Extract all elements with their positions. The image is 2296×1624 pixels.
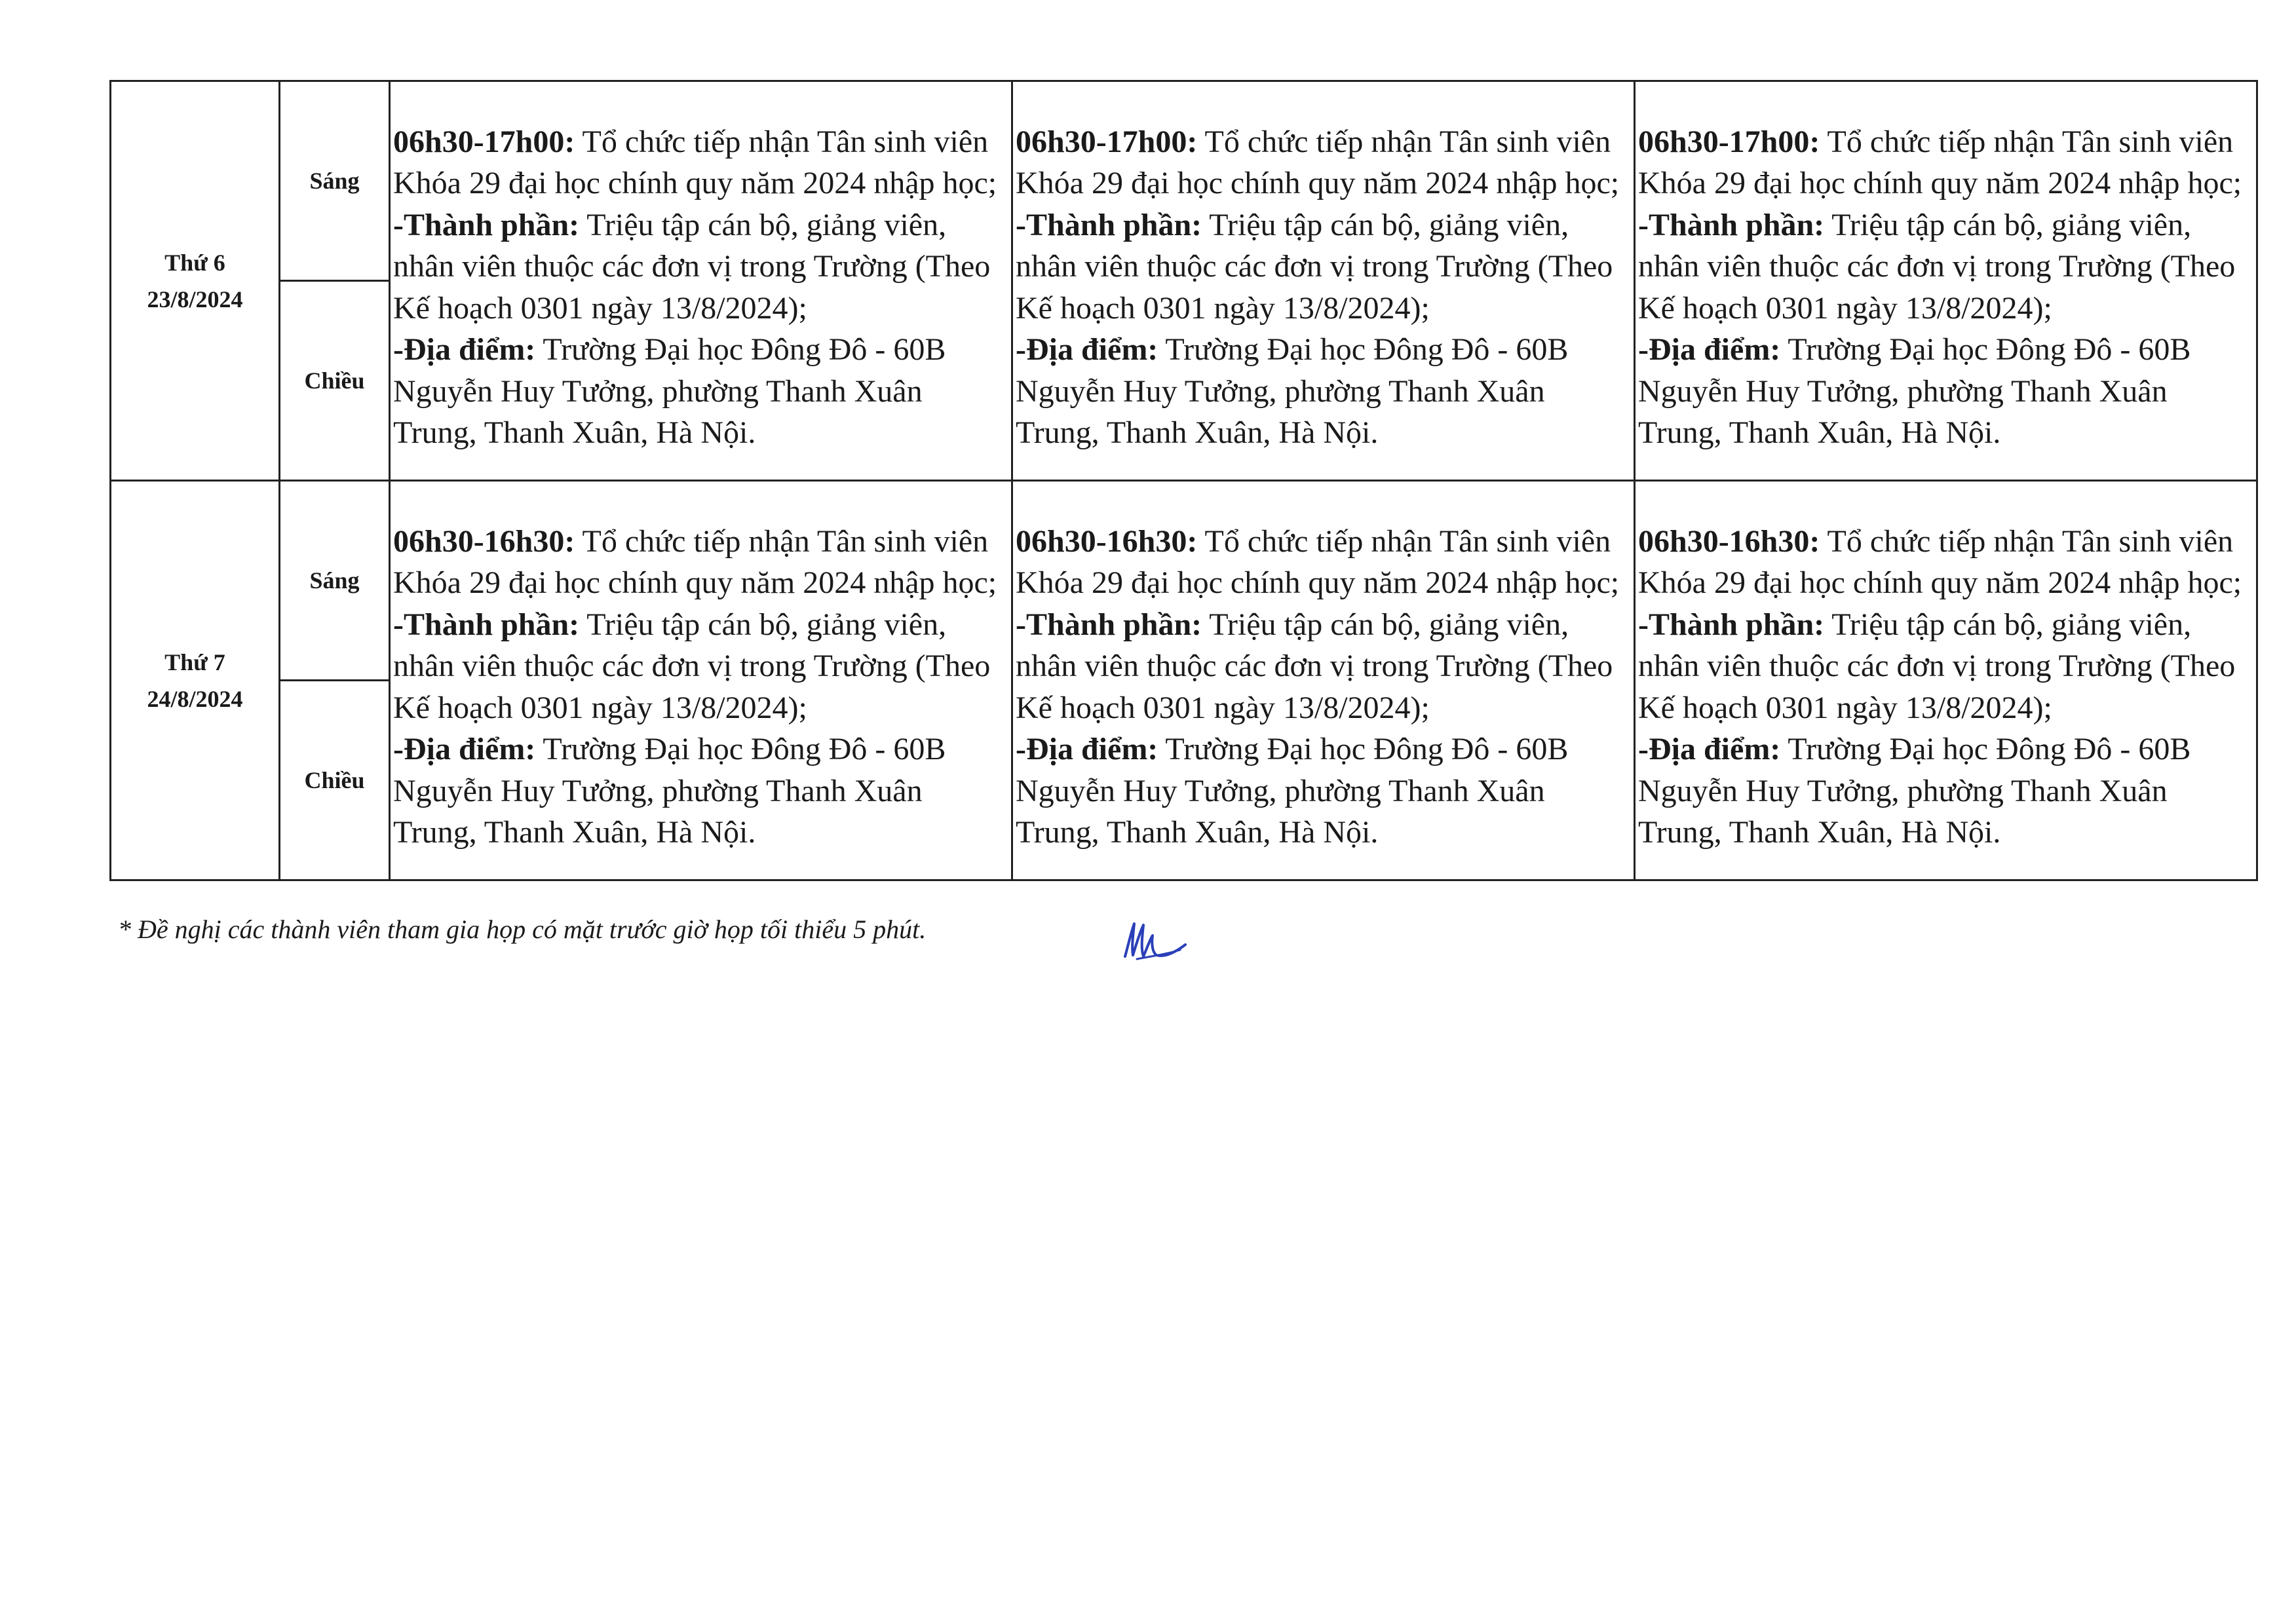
schedule-table — [109, 80, 2258, 881]
entry-event: Tổ chức tiếp nhận Tân sinh viên Khóa 29 đại học chính quy năm 2024 nhập học; — [1016, 523, 1620, 600]
entry-event: Tổ chức tiếp nhận Tân sinh viên Khóa 29 đại học chính quy năm 2024 nhập học; — [393, 523, 997, 600]
participants-label: -Thành phần: — [1016, 207, 1202, 242]
location-label: -Địa điểm: — [393, 332, 536, 367]
day-cell — [111, 81, 280, 481]
entry-time: 06h30-17h00: — [393, 124, 575, 159]
entry-time: 06h30-16h30: — [393, 523, 575, 559]
session-afternoon: Chiều — [280, 681, 390, 880]
participants-label: -Thành phần: — [1016, 607, 1202, 642]
schedule-entry — [1635, 481, 2257, 880]
entry-event: Tổ chức tiếp nhận Tân sinh viên Khóa 29 đại học chính quy năm 2024 nhập học; — [1638, 523, 2242, 600]
signature-initials — [1117, 916, 1189, 968]
location-label: -Địa điểm: — [1638, 332, 1781, 367]
day-date: 24/8/2024 — [147, 685, 243, 712]
table-row — [111, 81, 2257, 281]
participants-label: -Thành phần: — [1638, 207, 1825, 242]
entry-event: Tổ chức tiếp nhận Tân sinh viên Khóa 29 đại học chính quy năm 2024 nhập học; — [1016, 124, 1620, 200]
location-label: -Địa điểm: — [393, 732, 536, 766]
session-morning: Sáng — [280, 81, 390, 281]
participants-text: Triệu tập cán bộ, giảng viên, nhân viên thuộc các đơn vị trong Trường (Theo Kế hoạch 0301 ngày 13/8/2024); — [1016, 207, 1613, 326]
schedule-entry — [1012, 81, 1635, 481]
footer-note: * Đề nghị các thành viên tham gia họp có mặt trước giờ họp tối thiểu 5 phút. — [118, 915, 927, 944]
location-text: Trường Đại học Đông Đô - 60B Nguyễn Huy Tưởng, phường Thanh Xuân Trung, Thanh Xuân, Hà Nội. — [1016, 332, 1569, 450]
participants-label: -Thành phần: — [1638, 607, 1825, 642]
location-text: Trường Đại học Đông Đô - 60B Nguyễn Huy Tưởng, phường Thanh Xuân Trung, Thanh Xuân, Hà Nội. — [1638, 332, 2191, 450]
table-row — [111, 481, 2257, 681]
entry-time: 06h30-17h00: — [1638, 124, 1820, 159]
schedule-entry — [390, 481, 1012, 880]
participants-text: Triệu tập cán bộ, giảng viên, nhân viên thuộc các đơn vị trong Trường (Theo Kế hoạch 0301 ngày 13/8/2024); — [1638, 607, 2236, 725]
schedule-entry — [1635, 81, 2257, 481]
session-morning: Sáng — [280, 481, 390, 681]
location-label: -Địa điểm: — [1016, 732, 1158, 766]
schedule-entry — [390, 81, 1012, 481]
participants-text: Triệu tập cán bộ, giảng viên, nhân viên thuộc các đơn vị trong Trường (Theo Kế hoạch 0301 ngày 13/8/2024); — [393, 607, 991, 725]
location-text: Trường Đại học Đông Đô - 60B Nguyễn Huy Tưởng, phường Thanh Xuân Trung, Thanh Xuân, Hà Nội. — [393, 332, 946, 450]
day-name: Thứ 6 — [164, 249, 225, 276]
day-name: Thứ 7 — [164, 649, 225, 675]
schedule-entry — [1012, 481, 1635, 880]
participants-text: Triệu tập cán bộ, giảng viên, nhân viên thuộc các đơn vị trong Trường (Theo Kế hoạch 0301 ngày 13/8/2024); — [1016, 607, 1613, 725]
participants-label: -Thành phần: — [393, 207, 580, 242]
day-cell — [111, 481, 280, 880]
participants-text: Triệu tập cán bộ, giảng viên, nhân viên thuộc các đơn vị trong Trường (Theo Kế hoạch 0301 ngày 13/8/2024); — [1638, 207, 2236, 326]
entry-time: 06h30-17h00: — [1016, 124, 1198, 159]
entry-event: Tổ chức tiếp nhận Tân sinh viên Khóa 29 đại học chính quy năm 2024 nhập học; — [393, 124, 997, 200]
location-text: Trường Đại học Đông Đô - 60B Nguyễn Huy Tưởng, phường Thanh Xuân Trung, Thanh Xuân, Hà Nội. — [1016, 732, 1569, 850]
participants-label: -Thành phần: — [393, 607, 580, 642]
entry-time: 06h30-16h30: — [1638, 523, 1820, 559]
entry-time: 06h30-16h30: — [1016, 523, 1198, 559]
entry-event: Tổ chức tiếp nhận Tân sinh viên Khóa 29 đại học chính quy năm 2024 nhập học; — [1638, 124, 2242, 200]
participants-text: Triệu tập cán bộ, giảng viên, nhân viên thuộc các đơn vị trong Trường (Theo Kế hoạch 0301 ngày 13/8/2024); — [393, 207, 991, 326]
location-label: -Địa điểm: — [1638, 732, 1781, 766]
session-afternoon: Chiều — [280, 281, 390, 481]
location-label: -Địa điểm: — [1016, 332, 1158, 367]
day-date: 23/8/2024 — [147, 286, 243, 312]
location-text: Trường Đại học Đông Đô - 60B Nguyễn Huy Tưởng, phường Thanh Xuân Trung, Thanh Xuân, Hà Nội. — [393, 732, 946, 850]
location-text: Trường Đại học Đông Đô - 60B Nguyễn Huy Tưởng, phường Thanh Xuân Trung, Thanh Xuân, Hà Nội. — [1638, 732, 2191, 850]
